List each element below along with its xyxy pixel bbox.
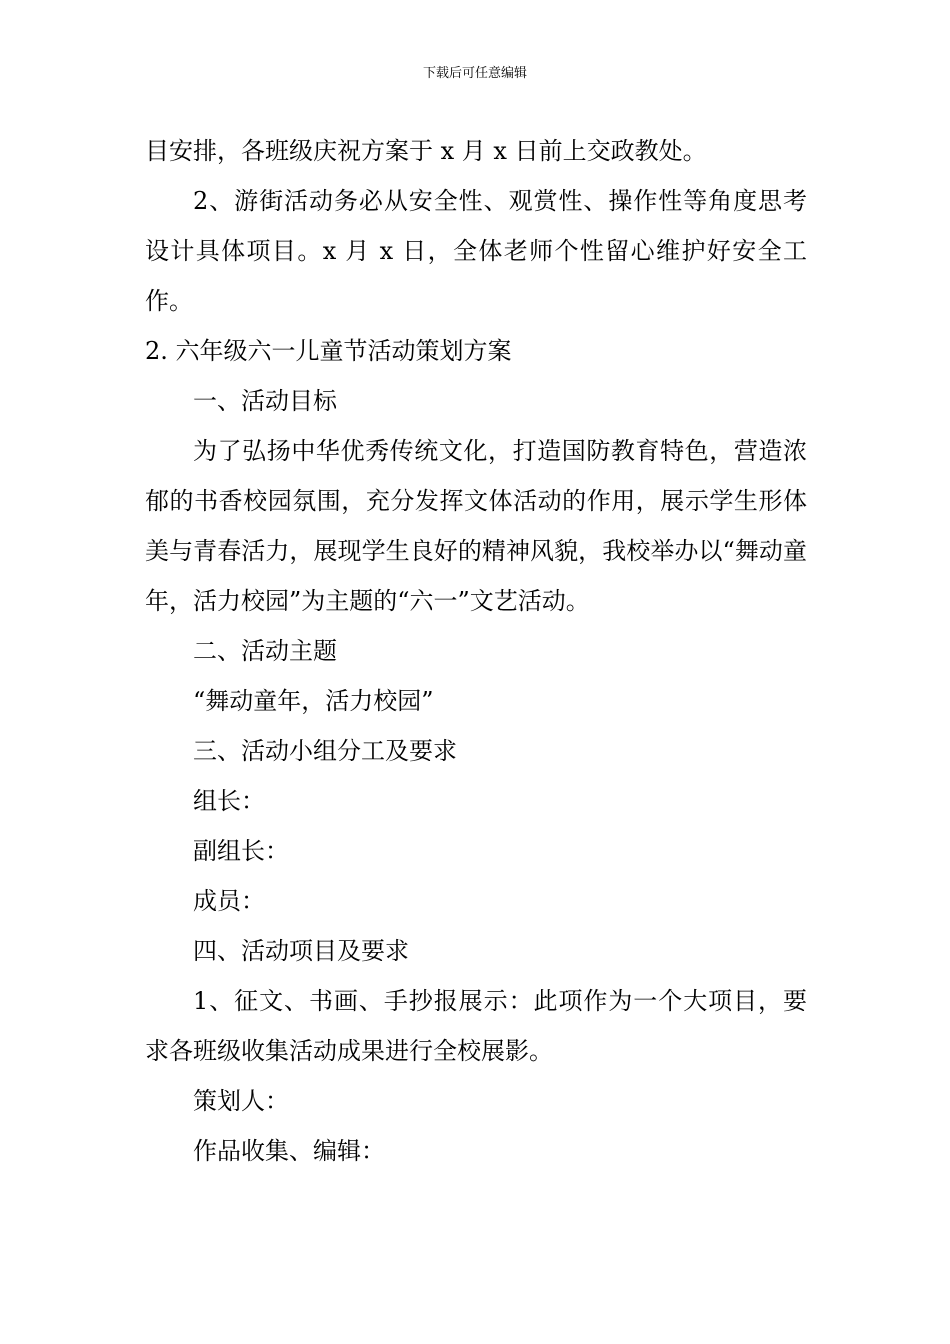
- section-title-plan-2: 2. 六年级六一儿童节活动策划方案: [145, 337, 512, 365]
- label-members: 成员：: [193, 887, 265, 915]
- paragraph-item-essay-art: 1、征文、书画、手抄报展示：此项作为一个大项目，要求各班级收集活动成果进行全校展影。: [145, 987, 807, 1065]
- label-planner: 策划人：: [193, 1087, 289, 1115]
- paragraph-parade-safety: 2、游街活动务必从安全性、观赏性、操作性等角度思考设计具体项目。x 月 x 日，全体老师个性留心维护好安全工作。: [145, 187, 807, 315]
- heading-activity-items: 四、活动项目及要求: [193, 937, 409, 965]
- heading-activity-goal: 一、活动目标: [193, 387, 337, 415]
- label-collection-editing: 作品收集、编辑：: [193, 1137, 385, 1165]
- paragraph-activity-goal: 为了弘扬中华优秀传统文化，打造国防教育特色，营造浓郁的书香校园氛围，充分发挥文体活动的作用，展示学生形体美与青春活力，展现学生良好的精神风貌，我校举办以“舞动童年，活力校园”为主题的“六一”文艺活动。: [145, 437, 807, 615]
- heading-group-division: 三、活动小组分工及要求: [193, 737, 457, 765]
- label-deputy-leader: 副组长：: [193, 837, 289, 865]
- document-body: [145, 126, 807, 1176]
- label-group-leader: 组长：: [193, 787, 265, 815]
- page-header: 下载后可任意编辑: [422, 66, 527, 81]
- paragraph-schedule-deadline: 目安排，各班级庆祝方案于 x 月 x 日前上交政教处。: [145, 137, 707, 165]
- heading-activity-theme: 二、活动主题: [193, 637, 337, 665]
- paragraph-activity-theme: “舞动童年，活力校园”: [193, 687, 434, 715]
